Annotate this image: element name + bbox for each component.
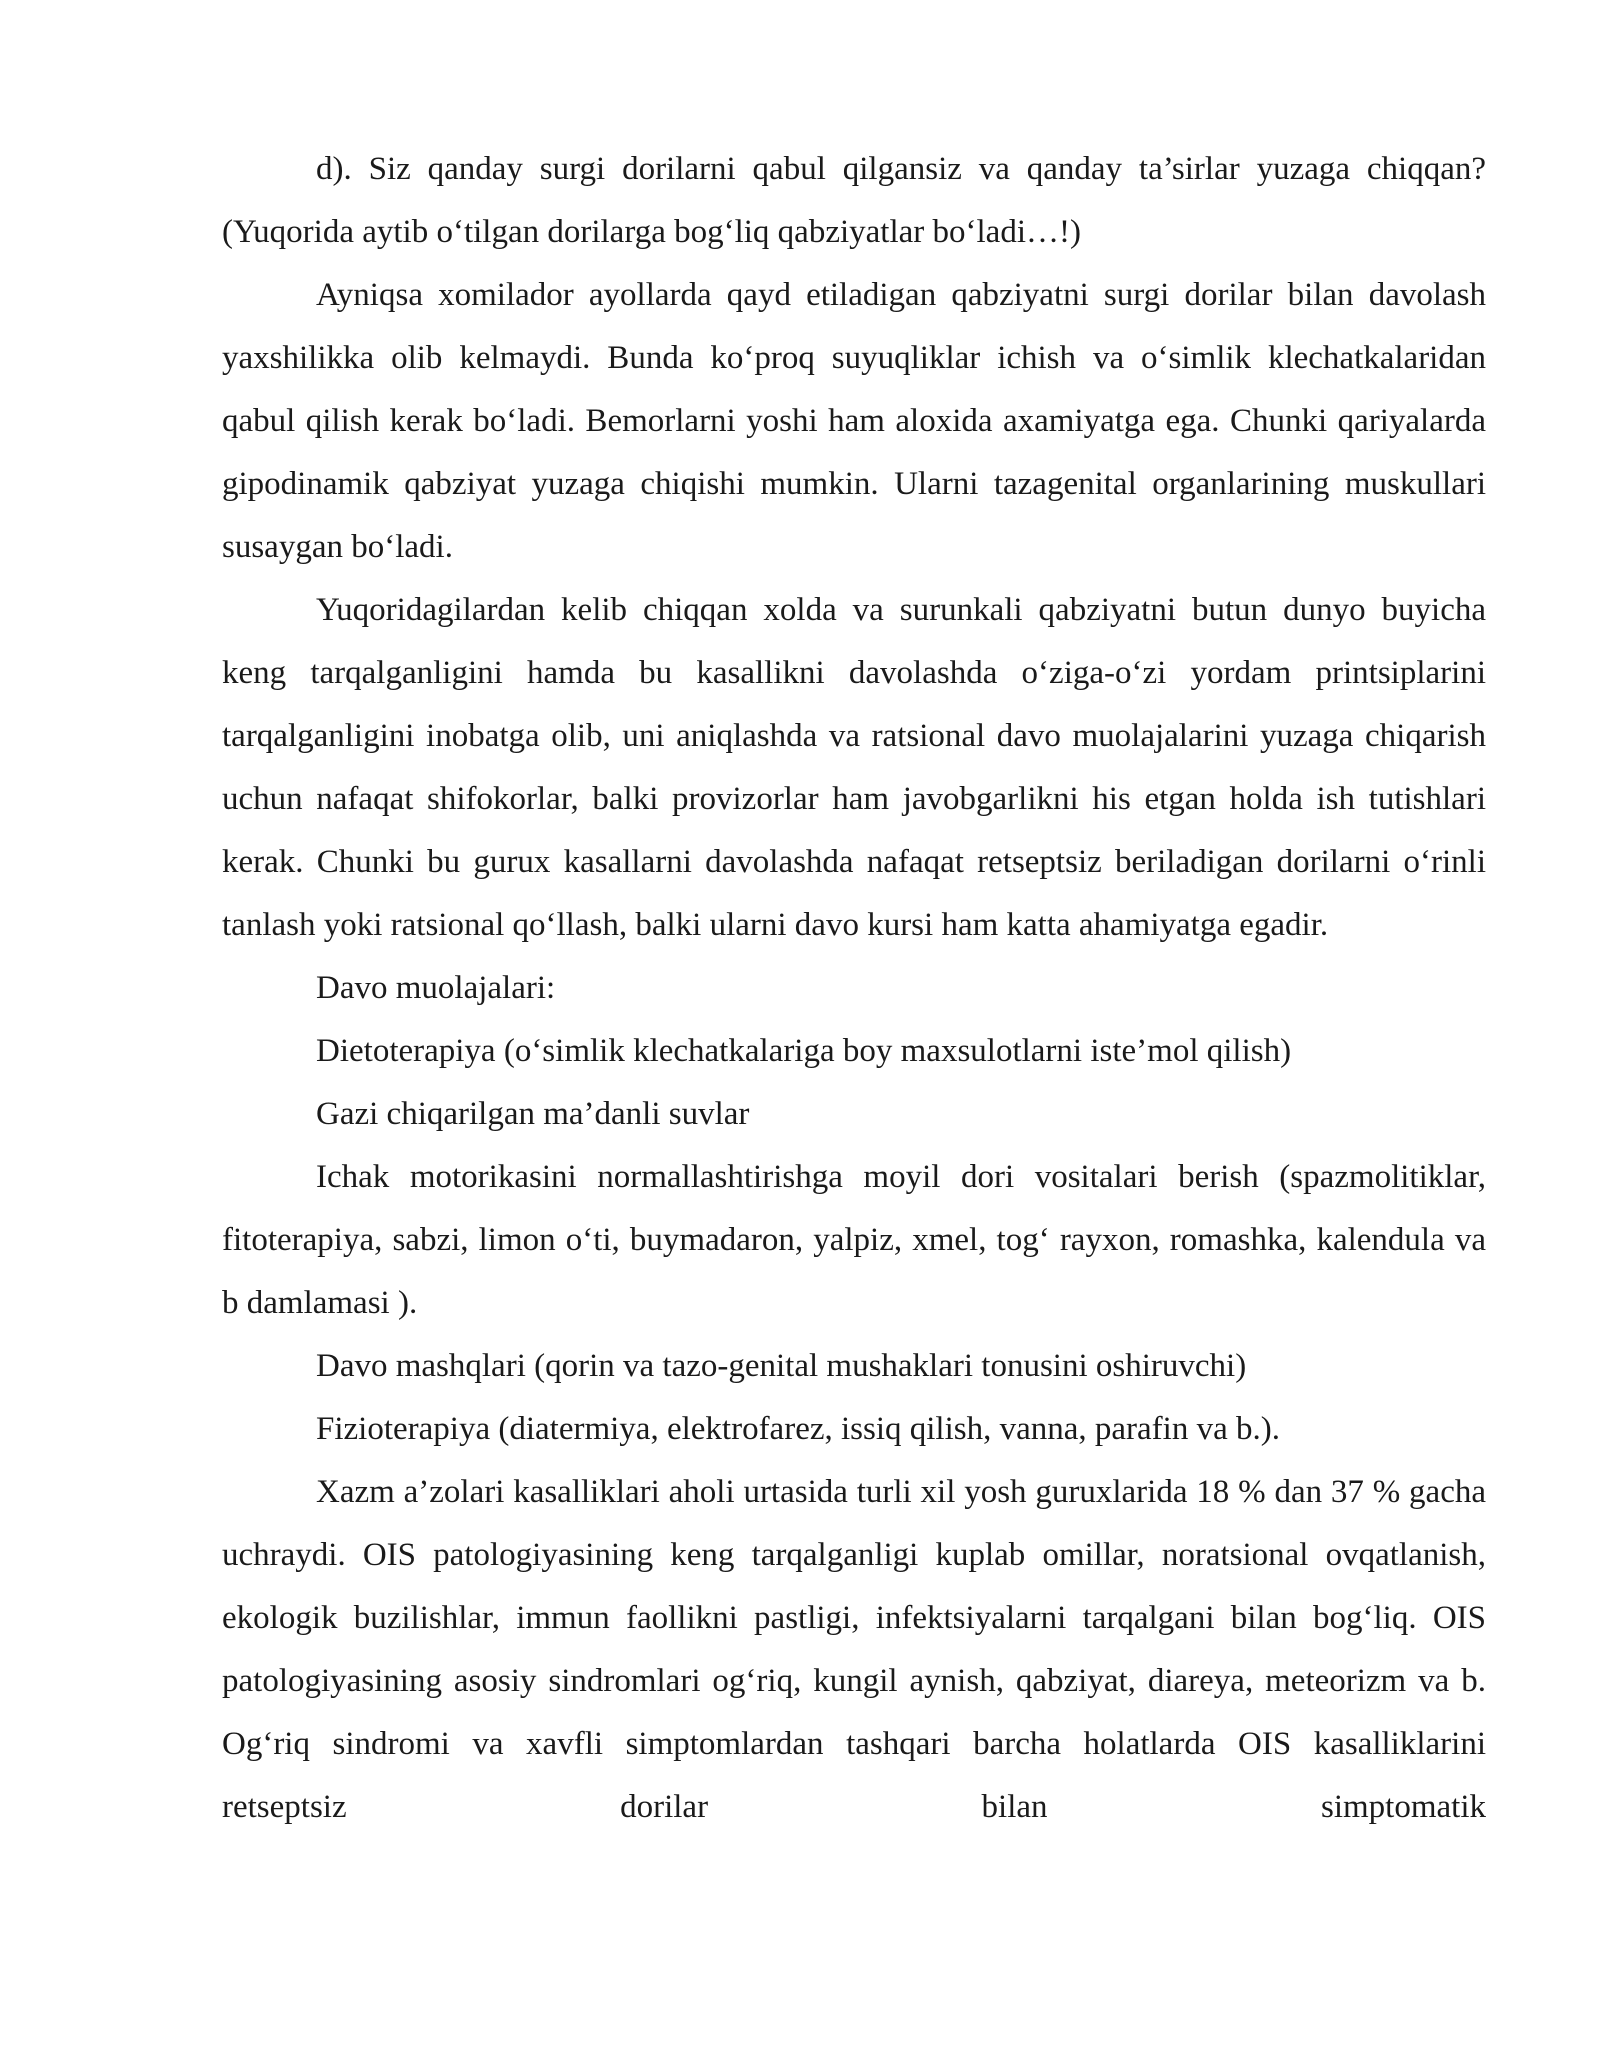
paragraph-digestive-diseases: Xazm a’zolari kasalliklari aholi urtasida turli xil yosh guruxlarida 18 % dan 37 % gacha uchraydi. OIS patologiyasining keng tarqalganligi kuplab omillar, noratsional ovqatlanish, ekologik buzilishlar, immun faollikni pastligi, infektsiyalarni tarqalgani bilan bog‘liq. OIS patologiyasining asosiy sindromlari og‘riq, kungil aynish, qabziyat, diareya, meteorizm va b. Og‘riq sindromi va xavfli simptomlardan tashqari barcha holatlarda OIS kasalliklarini retseptsiz dorilar bilan simptomatik	[222, 1474, 1486, 1825]
paragraph-chronic-constipation: Yuqoridagilardan kelib chiqqan xolda va surunkali qabziyatni butun dunyo buyicha keng tarqalganligini hamda bu kasallikni davolashda o‘ziga-o‘zi yordam printsiplarini tarqalganligini inobatga olib, uni aniqlashda va ratsional davo muolajalarini yuzaga chiqarish uchun nafaqat shifokorlar, balki provizorlar ham javobgarlikni his etgan holda ish tutishlari kerak. Chunki bu gurux kasallarni davolashda nafaqat retseptsiz beriladigan dorilarni o‘rinli tanlash yoki ratsional qo‘llash, balki ularni davo kursi ham katta ahamiyatga egadir.	[222, 592, 1486, 943]
paragraph-exercise: Davo mashqlari (qorin va tazo-genital mushaklari tonusini oshiruvchi)	[316, 1348, 1247, 1384]
paragraph-physiotherapy: Fizioterapiya (diatermiya, elektrofarez, issiq qilish, vanna, parafin va b.).	[316, 1411, 1280, 1447]
paragraph-treatment-heading: Davo muolajalari:	[316, 970, 556, 1006]
paragraph-intestinal-motility: Ichak motorikasini normallashtirishga moyil dori vositalari berish (spazmolitiklar, fitoterapiya, sabzi, limon o‘ti, buymadaron, yalpiz, xmel, tog‘ rayxon, romashka, kalendula va b damlamasi ).	[222, 1159, 1486, 1321]
paragraph-pregnant-women: Ayniqsa xomilador ayollarda qayd etiladigan qabziyatni surgi dorilar bilan davolash yaxshilikka olib kelmaydi. Bunda ko‘proq suyuqliklar ichish va o‘simlik klechatkalaridan qabul qilish kerak bo‘ladi. Bemorlarni yoshi ham aloxida axamiyatga ega. Chunki qariyalarda gipodinamik qabziyat yuzaga chiqishi mumkin. Ularni tazagenital organlarining muskullari susaygan bo‘ladi.	[222, 277, 1486, 565]
document-page	[222, 138, 1486, 1839]
paragraph-diet-therapy: Dietoterapiya (o‘simlik klechatkalariga boy maxsulotlarni iste’mol qilish)	[316, 1033, 1292, 1069]
paragraph-mineral-water: Gazi chiqarilgan ma’danli suvlar	[316, 1096, 750, 1132]
paragraph-laxatives-question: d). Siz qanday surgi dorilarni qabul qilgansiz va qanday ta’sirlar yuzaga chiqqan? (Yuqorida aytib o‘tilgan dorilarga bog‘liq qabziyatlar bo‘ladi…!)	[222, 151, 1486, 250]
